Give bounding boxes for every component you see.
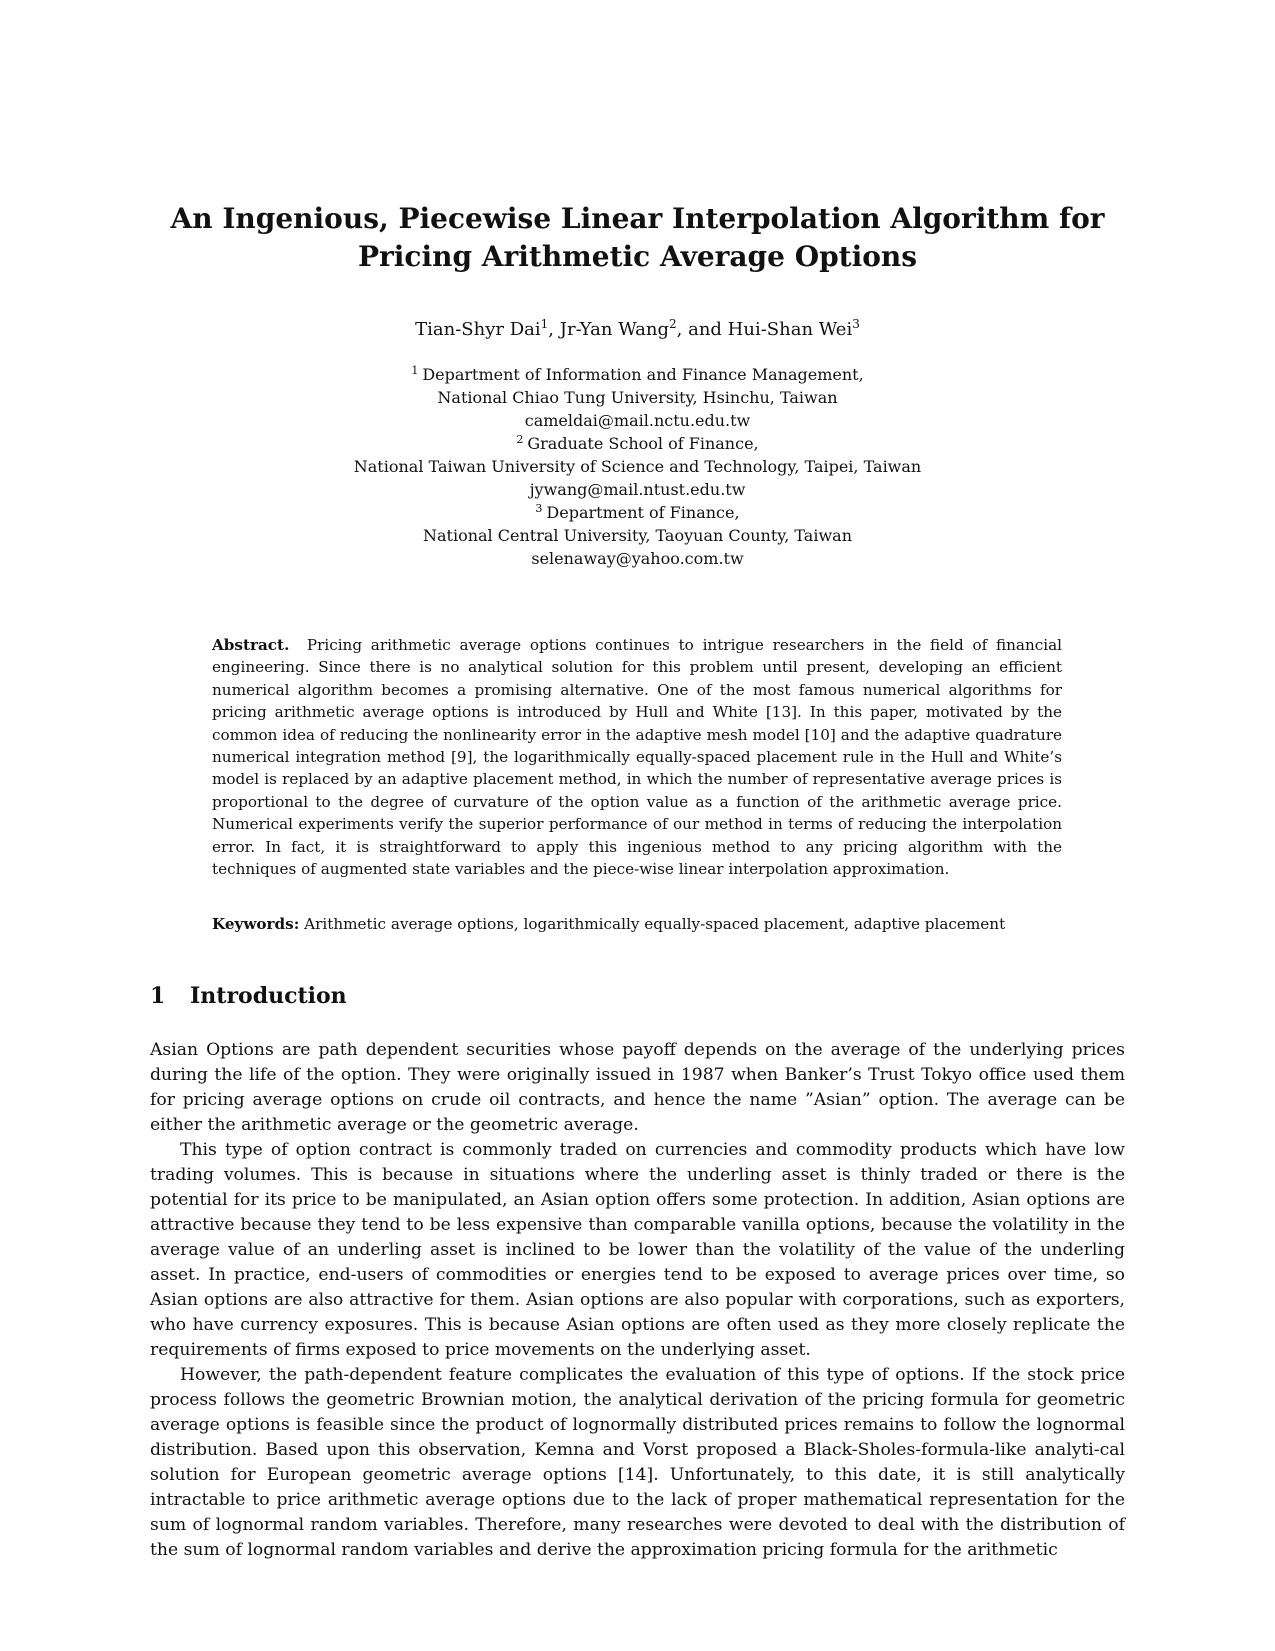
keywords-label: Keywords: (212, 915, 300, 933)
author-name: Jr-Yan Wang (559, 319, 669, 340)
author-affiliation-mark: 1 (540, 317, 549, 331)
affiliation-institution: National Central University, Taoyuan County, Taiwan (422, 526, 852, 545)
section-heading (150, 982, 347, 1010)
author-affiliation-mark: 3 (852, 317, 860, 331)
author-name: Hui-Shan Wei (727, 319, 853, 340)
section-body (150, 1038, 1125, 1563)
abstract (212, 634, 1062, 880)
abstract-paragraph (212, 634, 1062, 880)
body-paragraph: This type of option contract is commonly traded on currencies and commodity products which have low trading volumes. This is because in situations where the underling asset is thinly traded or there is the potential for its price to be manipulated, an Asian option offers some protection. In addition, Asian options are attractive because they tend to be less expensive than comparable vanilla options, because the volatility in the average value of an underling asset is inclined to be lower than the volatility of the value of the underling asset. In practice, end-users of commodities or energies tend to be exposed to average prices over time, so Asian options are also attractive for them. Asian options are also popular with corporations, such as exporters, who have currency exposures. This is because Asian options are often used as they more closely replicate the requirements of firms exposed to price movements on the underlying asset. (150, 1140, 1125, 1360)
affiliation-institution: National Taiwan University of Science and Technology, Taipei, Taiwan (353, 457, 922, 476)
paper-title (150, 200, 1125, 276)
affiliation-email: selenaway@yahoo.com.tw (531, 549, 744, 568)
affiliation-mark: 2 (516, 432, 524, 446)
affiliation-mark: 3 (535, 501, 543, 515)
section-title: Introduction (190, 983, 347, 1009)
author-name: Tian-Shyr Dai (415, 319, 541, 340)
affiliation-email: jywang@mail.ntust.edu.tw (529, 480, 746, 499)
body-paragraph: However, the path-dependent feature complicates the evaluation of this type of options. If the stock price process follows the geometric Brownian motion, the analytical derivation of the pricing formula for geometric average options is feasible since the product of lognormally distributed prices remains to follow the lognormal distribution. Based upon this observation, Kemna and Vorst proposed a Black-Sholes-formula-like analyti-cal solution for European geometric average options [14]. Unfortunately, to this date, it is still analytically intractable to price arithmetic average options due to the lack of proper mathematical representation for the sum of lognormal random variables. Therefore, many researches were devoted to deal with the distribution of the sum of lognormal random variables and derive the approximation pricing formula for the arithmetic (150, 1365, 1125, 1560)
body-paragraph: Asian Options are path dependent securities whose payoff depends on the average of the underlying prices during the life of the option. They were originally issued in 1987 when Banker’s Trust Tokyo office used them for pricing average options on crude oil contracts, and hence the name ”Asian” option. The average can be either the arithmetic average or the geometric average. (150, 1040, 1125, 1135)
abstract-label: Abstract. (212, 636, 290, 654)
abstract-text: Pricing arithmetic average options continues to intrigue researchers in the field of financial engineering. Since there is no analytical solution for this problem until present, developing an efficient numerical algorithm becomes a promising alternative. One of the most famous numerical algorithms for pricing arithmetic average options is introduced by Hull and White [13]. In this paper, motivated by the common idea of reducing the nonlinearity error in the adaptive mesh model [10] and the adaptive quadrature numerical integration method [9], the logarithmically equally-spaced placement rule in the Hull and White’s model is replaced by an adaptive placement method, in which the number of representative average prices is proportional to the degree of curvature of the option value as a function of the arithmetic average price. Numerical experiments verify the superior performance of our method in terms of reducing the interpolation error. In fact, it is straightforward to apply this ingenious method to any pricing algorithm with the techniques of augmented state variables and the piece-wise linear interpolation approximation. (212, 636, 1063, 879)
author-separator: , (548, 319, 560, 340)
affiliation-department-text: Department of Finance, (546, 503, 740, 522)
author-affiliation-mark: 2 (669, 317, 677, 331)
affiliation-mark: 1 (411, 363, 419, 377)
affiliation-department (150, 501, 1125, 524)
affiliation-block (150, 363, 1125, 570)
keywords (212, 913, 1082, 935)
paper-title-line-2: Pricing Arithmetic Average Options (357, 240, 918, 273)
affiliation-department (150, 363, 1125, 386)
affiliation-email: cameldai@mail.nctu.edu.tw (524, 411, 751, 430)
affiliation-department-text: Graduate School of Finance, (527, 434, 759, 453)
paper-title-line-1: An Ingenious, Piecewise Linear Interpolation Algorithm for (170, 202, 1105, 235)
affiliation-department (150, 432, 1125, 455)
affiliation-department-text: Department of Information and Finance Management, (422, 365, 864, 384)
keywords-text: Arithmetic average options, logarithmically equally-spaced placement, adaptive placement (304, 915, 1006, 933)
section-number: 1 (150, 983, 166, 1009)
affiliation-institution: National Chiao Tung University, Hsinchu, Taiwan (437, 388, 838, 407)
author-list (150, 318, 1125, 342)
author-separator: , and (676, 319, 728, 340)
